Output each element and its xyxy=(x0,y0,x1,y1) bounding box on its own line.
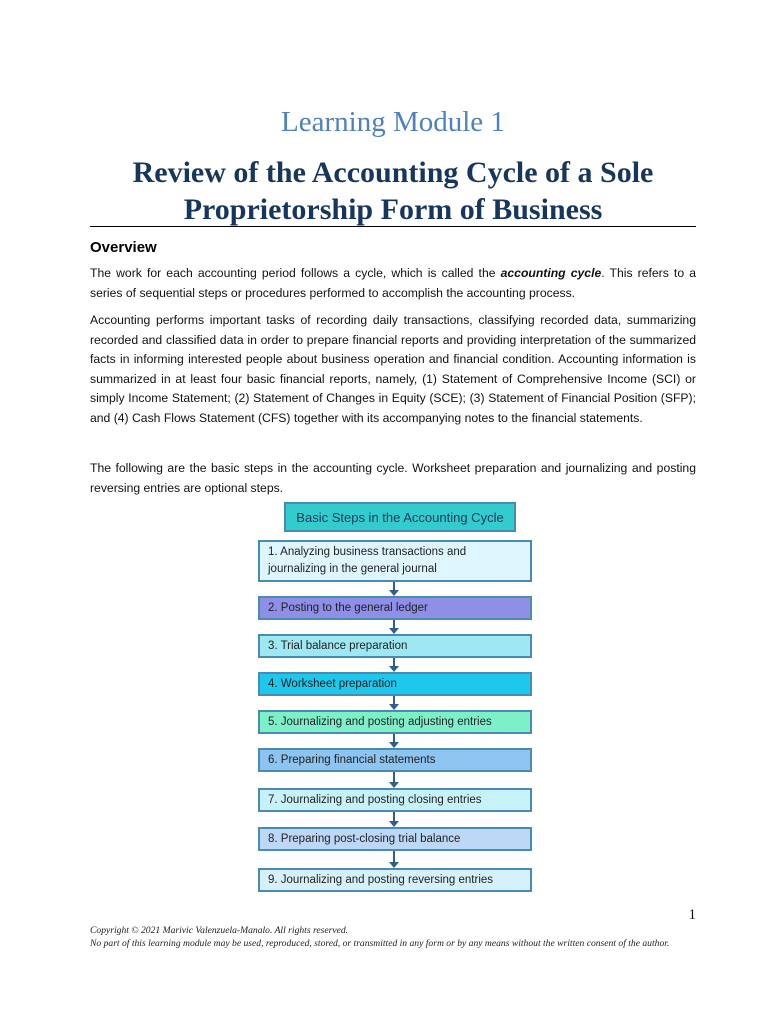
step-arrow-4 xyxy=(393,696,395,705)
accounting-cycle-diagram xyxy=(258,502,533,897)
footer-notice: No part of this learning module may be used, reproduced, stored, or transmitted in any form or by any means without the written consent of the author. xyxy=(90,938,670,949)
step-4: 4. Worksheet preparation xyxy=(258,672,532,696)
step-1: 1. Analyzing business transactions and journalizing in the general journal xyxy=(258,540,532,582)
footer-copyright: Copyright © 2021 Marivic Valenzuela-Manalo. All rights reserved. xyxy=(90,925,349,936)
para1-after: . This refers to a series of sequential steps or procedures performed to accomplish the accounting process. xyxy=(90,266,696,300)
page-title: Review of the Accounting Cycle of a Sole Proprietorship Form of Business xyxy=(132,156,654,226)
overview-heading: Overview xyxy=(90,239,157,256)
step-arrow-8 xyxy=(393,851,395,863)
step-3: 3. Trial balance preparation xyxy=(258,634,532,658)
step-arrow-2 xyxy=(393,620,395,629)
paragraph-accounting-tasks: Accounting performs important tasks of recording daily transactions, classifying recorded data, summarizing recorded and classified data in order to prepare financial reports and providing interpretation of the summarized facts in informing interested people about business operation and financial condition. Accounting information is summarized in at least four basic financial reports, namely, (1) Statement of Comprehensive Income (SCI) or simply Income Statement; (2) Statement of Changes in Equity (SCE); (3) Statement of Financial Position (SFP); and (4) Cash Flows Statement (CFS) together with its accompanying notes to the financial statements. xyxy=(90,313,696,425)
para1-emphasis: accounting cycle xyxy=(500,266,602,280)
step-2: 2. Posting to the general ledger xyxy=(258,596,532,620)
step-arrow-6 xyxy=(393,772,395,783)
step-9: 9. Journalizing and posting reversing entries xyxy=(258,868,532,892)
step-8: 8. Preparing post-closing trial balance xyxy=(258,827,532,851)
para1-before: The work for each accounting period follows a cycle, which is called the xyxy=(90,266,501,280)
diagram-title: Basic Steps in the Accounting Cycle xyxy=(284,502,516,532)
step-5: 5. Journalizing and posting adjusting entries xyxy=(258,710,532,734)
step-arrow-5 xyxy=(393,734,395,743)
step-arrow-7 xyxy=(393,812,395,822)
title-divider xyxy=(90,226,696,227)
footer xyxy=(90,924,690,950)
paragraph-accounting-cycle xyxy=(90,264,696,303)
step-arrow-1 xyxy=(393,582,395,591)
paragraph-basic-steps: The following are the basic steps in the accounting cycle. Worksheet preparation and journalizing and posting reversing entries are optional steps. xyxy=(90,461,696,495)
page-number: 1 xyxy=(688,907,696,923)
step-7: 7. Journalizing and posting closing entries xyxy=(258,788,532,812)
step-6: 6. Preparing financial statements xyxy=(258,748,532,772)
step-arrow-3 xyxy=(393,658,395,667)
module-label: Learning Module 1 xyxy=(281,106,505,138)
